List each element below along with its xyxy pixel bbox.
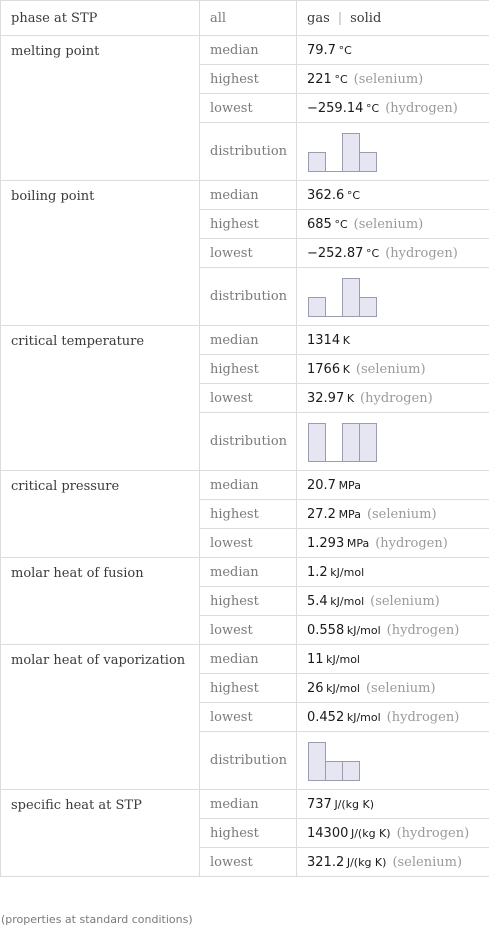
stat-element-note: (hydrogen) [375,535,448,551]
stat-value-cell [297,94,489,123]
stat-label-highest: highest [200,674,297,703]
stat-element-note: (selenium) [353,216,424,232]
stat-value: 5.4 [307,593,328,609]
stat-unit: MPa [338,478,361,492]
stat-value: 1766 [307,361,341,377]
stat-value-cell [297,645,489,674]
stat-value-cell [297,384,489,413]
distribution-cell [297,732,489,790]
stat-element-note: (selenium) [365,680,436,696]
stat-value: 79.7 [307,42,336,58]
distribution-cell [297,268,489,326]
stat-label-median: median [200,326,297,355]
stat-label-median: median [200,181,297,210]
stat-value-cell [297,703,489,732]
stat-value: 685 [307,216,332,232]
phase-separator: | [337,10,343,26]
stat-element-note: (selenium) [355,361,426,377]
stat-unit: kJ/mol [330,565,365,579]
table-row [1,645,489,674]
table-row [1,181,489,210]
stat-unit: kJ/mol [326,681,360,695]
stat-element-note: (selenium) [353,71,424,87]
stat-value: 32.97 [307,390,345,406]
stat-label-median: median [200,645,297,674]
stat-value-cell [297,587,489,616]
stat-element-note: (hydrogen) [385,100,458,116]
stat-element-note: (hydrogen) [386,709,460,725]
stat-value: 27.2 [307,506,336,522]
stat-unit: J/(kg K) [346,855,387,869]
stat-value-cell [297,36,489,65]
stat-label-median: median [200,558,297,587]
property-name: specific heat at STP [1,790,200,877]
stat-value: 362.6 [307,187,345,203]
stat-label-lowest: lowest [200,529,297,558]
histogram-bar [360,152,377,171]
histogram-bar [343,278,360,316]
header-subset: all [200,1,297,36]
distribution-histogram [307,131,377,173]
table-row [1,36,489,65]
stat-unit: kJ/mol [326,652,360,666]
footnote: (properties at standard conditions) [1,913,193,926]
histogram-bar [360,423,377,461]
stat-value: 20.7 [307,477,336,493]
property-name: critical temperature [1,326,200,471]
histogram-bar [326,761,343,780]
stat-label-highest: highest [200,355,297,384]
stat-value-cell [297,471,489,500]
stat-element-note: (hydrogen) [386,622,460,638]
header-row [1,1,489,36]
stat-value: 1314 [307,332,341,348]
stat-value-cell [297,819,489,848]
stat-value: 321.2 [307,854,345,870]
stat-label-distribution: distribution [200,732,297,790]
stat-label-lowest: lowest [200,616,297,645]
stat-label-highest: highest [200,65,297,94]
stat-label-highest: highest [200,819,297,848]
phase-solid: solid [350,10,382,26]
stat-value-cell [297,210,489,239]
stat-unit: kJ/mol [346,710,381,724]
stat-value-cell [297,326,489,355]
header-phases [297,1,489,36]
histogram-bar [309,152,326,171]
header-label: phase at STP [1,1,200,36]
stat-element-note: (selenium) [370,593,440,609]
histogram-bar [360,297,377,316]
stat-value: −259.14 [307,100,364,116]
stat-label-highest: highest [200,500,297,529]
stat-label-lowest: lowest [200,384,297,413]
stat-value-cell [297,529,489,558]
property-name: molar heat of fusion [1,558,200,645]
distribution-cell [297,413,489,471]
stat-unit: °C [366,101,380,115]
histogram-bar [309,742,326,780]
stat-unit: °C [366,246,380,260]
stat-unit: °C [346,188,361,202]
stat-unit: K [342,362,350,376]
stat-value: 1.2 [307,564,328,580]
stat-value: 1.293 [307,535,345,551]
stat-label-highest: highest [200,210,297,239]
stat-unit: K [346,391,355,405]
property-name: molar heat of vaporization [1,645,200,790]
table-row [1,471,489,500]
stat-value: 737 [307,796,332,812]
stat-label-median: median [200,471,297,500]
property-name: critical pressure [1,471,200,558]
stat-unit: kJ/mol [330,594,365,608]
histogram-bar [343,133,360,171]
stat-value: 11 [307,651,324,667]
stat-element-note: (hydrogen) [385,245,458,261]
table-row [1,326,489,355]
histogram-bar [343,423,360,461]
stat-value-cell [297,181,489,210]
stat-label-median: median [200,790,297,819]
stat-value-cell [297,674,489,703]
property-name: boiling point [1,181,200,326]
distribution-cell [297,123,489,181]
stat-label-lowest: lowest [200,94,297,123]
stat-value: −252.87 [307,245,364,261]
stat-value: 0.452 [307,709,345,725]
stat-value-cell [297,616,489,645]
property-name: melting point [1,36,200,181]
stat-value: 14300 [307,825,349,841]
stat-label-distribution: distribution [200,268,297,326]
stat-unit: MPa [346,536,370,550]
distribution-histogram [307,421,377,463]
stat-element-note: (hydrogen) [360,390,433,406]
stat-value-cell [297,500,489,529]
stat-unit: °C [334,217,348,231]
stat-label-lowest: lowest [200,239,297,268]
stat-value-cell [297,65,489,94]
stat-value-cell [297,239,489,268]
stat-value: 0.558 [307,622,345,638]
stat-label-median: median [200,36,297,65]
phase-gas: gas [307,10,330,26]
histogram-bar [343,761,360,780]
stat-element-note: (selenium) [392,854,463,870]
stat-value-cell [297,355,489,384]
stat-label-highest: highest [200,587,297,616]
histogram-bar [309,297,326,316]
stat-value: 26 [307,680,324,696]
stat-value: 221 [307,71,332,87]
stat-unit: J/(kg K) [350,826,391,840]
stat-label-distribution: distribution [200,123,297,181]
stat-value-cell [297,790,489,819]
stat-unit: J/(kg K) [334,797,375,811]
stat-label-distribution: distribution [200,413,297,471]
stat-value-cell [297,848,489,877]
stat-unit: MPa [338,507,361,521]
stat-unit: °C [334,72,348,86]
stat-label-lowest: lowest [200,703,297,732]
distribution-histogram [307,740,360,782]
stat-unit: kJ/mol [346,623,381,637]
stat-label-lowest: lowest [200,848,297,877]
distribution-histogram [307,276,377,318]
stat-element-note: (hydrogen) [396,825,470,841]
stat-value-cell [297,558,489,587]
stat-unit: °C [338,43,352,57]
histogram-bar [309,423,326,461]
table-row [1,790,489,819]
stat-unit: K [342,333,350,347]
table-row [1,558,489,587]
stat-element-note: (selenium) [366,506,437,522]
